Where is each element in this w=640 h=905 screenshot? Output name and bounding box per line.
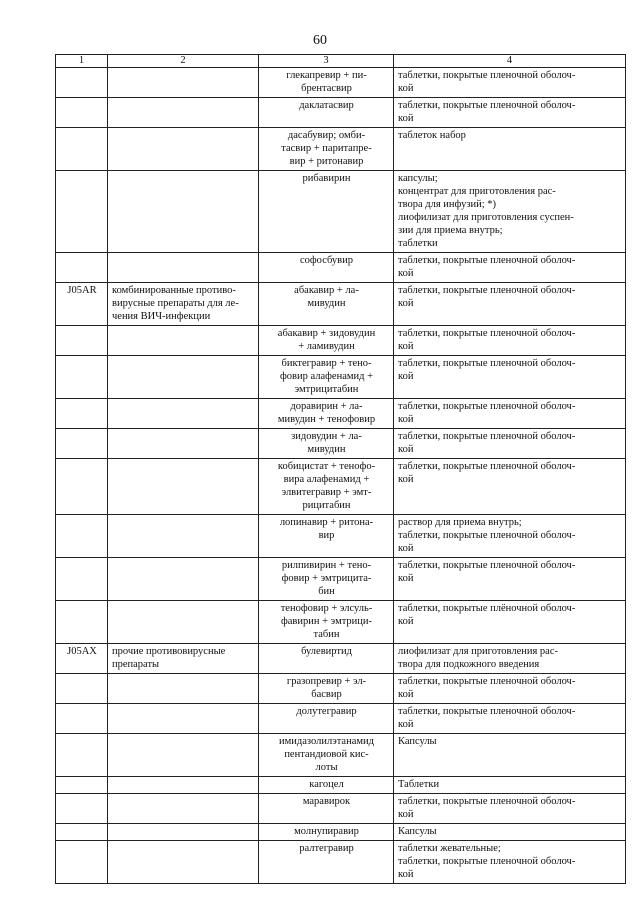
drug-name-cell: абакавир + зидовудин + ламивудин [259, 326, 394, 356]
drug-name-cell: имидазолилэтанамид пентандиовой кис- лоты [259, 734, 394, 777]
dosage-form-cell: таблетки, покрытые пленочной оболоч- кой [394, 68, 626, 98]
table-row [56, 326, 626, 356]
drug-table [55, 54, 626, 884]
drug-name-cell: абакавир + ла- мивудин [259, 283, 394, 326]
dosage-form-cell: таблеток набор [394, 128, 626, 171]
atc-code-cell [56, 98, 108, 128]
drug-name-cell: рибавирин [259, 171, 394, 253]
drug-name-cell: рилпивирин + тено- фовир + эмтрицита- бин [259, 558, 394, 601]
table-header [56, 55, 626, 68]
table-row [56, 841, 626, 884]
atc-code-cell [56, 399, 108, 429]
table-body [56, 68, 626, 884]
drug-name-cell: кобицистат + тенофо- вира алафенамид + элвитегравир + эмт- рицитабин [259, 459, 394, 515]
drug-name-cell: дасабувир; омби- тасвир + паритапре- вир + ритонавир [259, 128, 394, 171]
table-row [56, 777, 626, 794]
dosage-form-cell: раствор для приема внутрь; таблетки, покрытые пленочной оболоч- кой [394, 515, 626, 558]
dosage-form-cell: таблетки, покрытые пленочной оболоч- кой [394, 674, 626, 704]
header-row [56, 55, 626, 68]
group-name-cell [108, 326, 259, 356]
atc-code-cell [56, 429, 108, 459]
table-row [56, 644, 626, 674]
dosage-form-cell: Таблетки [394, 777, 626, 794]
group-name-cell [108, 515, 259, 558]
table-row [56, 399, 626, 429]
dosage-form-cell: таблетки, покрытые пленочной оболоч- кой [394, 399, 626, 429]
table-row [56, 68, 626, 98]
group-name-cell [108, 171, 259, 253]
drug-name-cell: тенофовир + элсуль- фавирин + эмтрици- табин [259, 601, 394, 644]
drug-name-cell: молнупиравир [259, 824, 394, 841]
dosage-form-cell: таблетки, покрытые пленочной оболоч- кой [394, 459, 626, 515]
table-row [56, 98, 626, 128]
atc-code-cell [56, 777, 108, 794]
table-row [56, 356, 626, 399]
table-row [56, 704, 626, 734]
dosage-form-cell: таблетки, покрытые пленочной оболоч- кой [394, 558, 626, 601]
dosage-form-cell: таблетки, покрытые пленочной оболоч- кой [394, 253, 626, 283]
group-name-cell [108, 794, 259, 824]
dosage-form-cell: таблетки, покрытые пленочной оболоч- кой [394, 283, 626, 326]
dosage-form-cell: таблетки жевательные; таблетки, покрытые пленочной оболоч- кой [394, 841, 626, 884]
atc-code-cell [56, 794, 108, 824]
atc-code-cell: J05AR [56, 283, 108, 326]
drug-name-cell: лопинавир + ритона- вир [259, 515, 394, 558]
atc-code-cell [56, 459, 108, 515]
group-name-cell [108, 253, 259, 283]
dosage-form-cell: таблетки, покрытые пленочной оболоч- кой [394, 356, 626, 399]
atc-code-cell [56, 515, 108, 558]
atc-code-cell [56, 356, 108, 399]
group-name-cell [108, 98, 259, 128]
group-name-cell [108, 674, 259, 704]
group-name-cell [108, 399, 259, 429]
atc-code-cell [56, 326, 108, 356]
group-name-cell [108, 68, 259, 98]
page-number: 60 [313, 33, 327, 48]
dosage-form-cell: капсулы; концентрат для приготовления рас- твора для инфузий; *) лиофилизат для приготовления суспен- зии для приема внутрь; таблетки [394, 171, 626, 253]
group-name-cell [108, 558, 259, 601]
dosage-form-cell: таблетки, покрытые плёночной оболоч- кой [394, 601, 626, 644]
drug-name-cell: даклатасвир [259, 98, 394, 128]
table-row [56, 515, 626, 558]
drug-name-cell: гразопревир + эл- басвир [259, 674, 394, 704]
header-col-4: 4 [394, 55, 626, 68]
table-row [56, 601, 626, 644]
table-row [56, 824, 626, 841]
table-row [56, 674, 626, 704]
atc-code-cell [56, 601, 108, 644]
atc-code-cell [56, 128, 108, 171]
dosage-form-cell: таблетки, покрытые пленочной оболоч- кой [394, 98, 626, 128]
drug-name-cell: ралтегравир [259, 841, 394, 884]
group-name-cell [108, 128, 259, 171]
group-name-cell: прочие противовирусные препараты [108, 644, 259, 674]
table-row [56, 794, 626, 824]
group-name-cell [108, 777, 259, 794]
atc-code-cell [56, 68, 108, 98]
drug-name-cell: глекапревир + пи- брентасвир [259, 68, 394, 98]
group-name-cell [108, 601, 259, 644]
atc-code-cell [56, 734, 108, 777]
drug-name-cell: софосбувир [259, 253, 394, 283]
table-row [56, 429, 626, 459]
atc-code-cell [56, 558, 108, 601]
group-name-cell [108, 824, 259, 841]
group-name-cell [108, 429, 259, 459]
header-col-2: 2 [108, 55, 259, 68]
table-row [56, 558, 626, 601]
group-name-cell [108, 841, 259, 884]
table-row [56, 253, 626, 283]
atc-code-cell [56, 253, 108, 283]
table-row [56, 283, 626, 326]
dosage-form-cell: таблетки, покрытые пленочной оболоч- кой [394, 794, 626, 824]
table-row [56, 171, 626, 253]
atc-code-cell: J05AX [56, 644, 108, 674]
atc-code-cell [56, 841, 108, 884]
atc-code-cell [56, 824, 108, 841]
dosage-form-cell: таблетки, покрытые пленочной оболоч- кой [394, 326, 626, 356]
group-name-cell: комбинированные противо- вирусные препараты для ле- чения ВИЧ-инфекции [108, 283, 259, 326]
group-name-cell [108, 459, 259, 515]
dosage-form-cell: Капсулы [394, 734, 626, 777]
atc-code-cell [56, 171, 108, 253]
atc-code-cell [56, 704, 108, 734]
drug-name-cell: булевиртид [259, 644, 394, 674]
table-row [56, 128, 626, 171]
group-name-cell [108, 734, 259, 777]
dosage-form-cell: таблетки, покрытые пленочной оболоч- кой [394, 704, 626, 734]
drug-name-cell: доравирин + ла- мивудин + тенофовир [259, 399, 394, 429]
header-col-3: 3 [259, 55, 394, 68]
atc-code-cell [56, 674, 108, 704]
group-name-cell [108, 704, 259, 734]
group-name-cell [108, 356, 259, 399]
drug-name-cell: долутегравир [259, 704, 394, 734]
table-row [56, 734, 626, 777]
header-col-1: 1 [56, 55, 108, 68]
drug-name-cell: зидовудин + ла- мивудин [259, 429, 394, 459]
drug-name-cell: маравирок [259, 794, 394, 824]
dosage-form-cell: лиофилизат для приготовления рас- твора для подкожного введения [394, 644, 626, 674]
drug-name-cell: кагоцел [259, 777, 394, 794]
dosage-form-cell: Капсулы [394, 824, 626, 841]
dosage-form-cell: таблетки, покрытые пленочной оболоч- кой [394, 429, 626, 459]
table-row [56, 459, 626, 515]
drug-name-cell: биктегравир + тено- фовир алафенамид + эмтрицитабин [259, 356, 394, 399]
